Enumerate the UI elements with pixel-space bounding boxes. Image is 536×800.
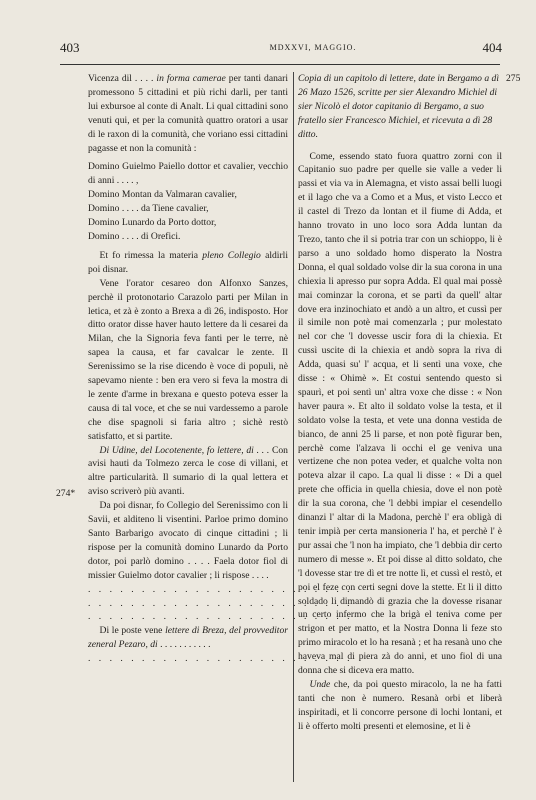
left-column <box>88 72 353 666</box>
paragraph-poste: Di le poste vene lettere di Breza, del provveditor zeneral Pezaro, di . . . . . . . . . . . <box>88 625 288 651</box>
margin-note-left: 274* <box>56 488 76 499</box>
list-item: Domino . . . . di Orefici. <box>88 230 181 242</box>
ellipsis-line: . . . . . . . . . . . . . . . . . . . . . . . . . <box>88 597 353 609</box>
ellipsis-line: . . . . . . . . . . . . . . . . . . . . . . . . . <box>88 653 353 665</box>
page-header <box>0 40 536 58</box>
list-item: Domino Lunardo da Porto dottor, <box>88 217 217 229</box>
list-item: Domino Montan da Valmaran cavalier, <box>88 189 237 201</box>
paragraph-orator: Vene l'orator cesareo don Alfonxo Sanzes, perchè il protonotario Carazolo parti per Milan in letica, et zà è zonto a Brexa a dì 26, indisposto. Hor ditto orator disse haver hauto lettere da li cesarei da Milan, che la Signoria feva fanti per le terre, nè sapea la causa, et far cavalcar le zente. Il Serenissimo se la rise dicendo è voce di populi, nè sapevamo niente : ben era vero si feva la mostra di le zente d'arme in brexana e questo poteva esser la causa di tal voce, et che se nui vardessemo a parole che dise spagnoli si faria altro ; sichè restò satisfatto, et si partite. <box>88 277 288 442</box>
paragraph-unde: Unde che, da poi questo miracolo, la ne ha fatti tanti che non è numero. Resanà orbi et liberà inspiritadi, et li concorre persone di lochi lontani, et li è offerto molti presenti et elemosine, et li è <box>298 678 502 732</box>
header-rule <box>60 64 500 65</box>
letter-caption: Copia di un capitolo di lettere, date in Bergamo a dì 26 Mazo 1526, scritte per sier Alexandro Michiel di sier Nicolò el dotor capitanio di Bergamo, a suo fratello sier Francesco Michiel, et ricevuta a dì 28 ditto. <box>298 73 499 140</box>
paragraph-collegio: Da poi disnar, fo Collegio del Serenissimo con li Savii, et alditeno li visentini. Parloe primo domino Santo Barbarigo avocato di cinque cittadini ; li rispose per la comunità domino Lunardo da Porto dotor, poi parlò domino . . . . Faela dotor fiol di missier Guielmo dotor cavalier ; li rispose . . . . <box>88 500 288 581</box>
margin-note-right: 275 <box>506 73 521 84</box>
list-item: Domino . . . . da Tiene cavalier, <box>88 203 209 215</box>
ellipsis-line: . . . . . . . . . . . . . . . . . . . . . . . . . <box>88 611 353 623</box>
left-page-number: 403 <box>60 40 80 55</box>
orator-list <box>88 160 288 243</box>
paragraph-rimessa: Et fo rimessa la materia pleno Collegio aldirli poi disnar. <box>88 249 288 275</box>
column-divider <box>293 72 294 782</box>
right-page-number: 404 <box>482 40 502 55</box>
running-head: MDXXVI, MAGGIO. <box>269 43 357 52</box>
list-item: Domino Guielmo Paiello dottor et cavalier, vecchio di anni . . . . , <box>88 161 288 187</box>
ellipsis-line: . . . . . . . . . . . . . . . . . . . . . . . . . <box>88 583 353 595</box>
paragraph-miracle: Come, essendo stato fuora quattro zorni con il Capitanio suo padre per quelle sie valle a veder li passi et via va in Alemagna, et visto assai belli luogi et il lago che va a Como et a Mus, et visto Lecco et il castel di Trezo da lontan et il fiume di Adda, et hanno trovato in uno loco sora Adda luntan da Trezo, tanto che il si potria trar con un schioppo, li è parso a uno soldado homo disperato la Nostra Donna, el qual soldado volse dir la sua corona in una chiexia li apresso pur sopra Adda. El qual mai possè mai cominzar la corona, et se partì da quell' altar dove era inzinochiato et andò a un altro, et cussì per il simile non potè mai comenzarla ; pur molestato nel cor che 'l dovesse uscir fora di la chiexia. Et cussì uscite di la chiexia et andò sopra la riva di Adda, quasi su' l' acqua, et li sentì una voxe, che disse : « Ohimè ». Et costui sentendo questo si spaurì, et poi sentì un' altra voxe che disse : « Non haver paura ». Et alto il soldato volse la testa, et il soldato volse la testa, et vete una donna vestida de bianco, de anni 25 li parse, et non potè figurar ben, perchè come l'alzava li occhi el ge veniva una vertizene che non potea veder, et qualche volta non poteva alzar il capo. La qual li disse : « Di a quel prete che officia in quella chiesia, dove el non potè dir la sua corona, che 'l debbi impiar el cesendello dinanzi l' altar di la Madona, perchè l' era obligà di tenir impià per certa mansioneria l' ha, et perchè l' è pur assai che 'l non ha impiato, che 'l debbia dir certo numero di messe ». Et poi disse al ditto soldato, che 'l dovesse star tre dì et tre notte lì, et cussì el restò, et poi el feze con certi segni dove la stette. Et li il ditto soldado li dimandò di grazia che la dovesse risanar un certo infermo che la brigà el teniva come per strigon et per matto, et la Nostra Donna li feze sto primo miracolo et lo ha resanà ; et ha resanà uno che haveva mal di piera zà do anni, et uno fiol di una donna che si diceva era matto. <box>298 150 502 677</box>
paragraph-vicenza: Vicenza dil . . . . in forma camerae per tanti danari promessono 5 cittadini et più richi darli, per tanti lui exbursoe al conte di Analt. Li qual cittadini sono venuti qui, et per la comunità quattro oratori a usar di le raxon di la comunità, che voriano essi cittadini pagasse et non la comunità : <box>88 73 288 154</box>
paragraph-udine: Di Udine, del Locotenente, fo lettere, di . . . Con avisi hauti da Tolmezo zerca le cose di villani, et altre particularità. Il sumario di la qual lettera et aviso scriverò più avanti. <box>88 444 288 498</box>
right-column <box>298 72 502 734</box>
